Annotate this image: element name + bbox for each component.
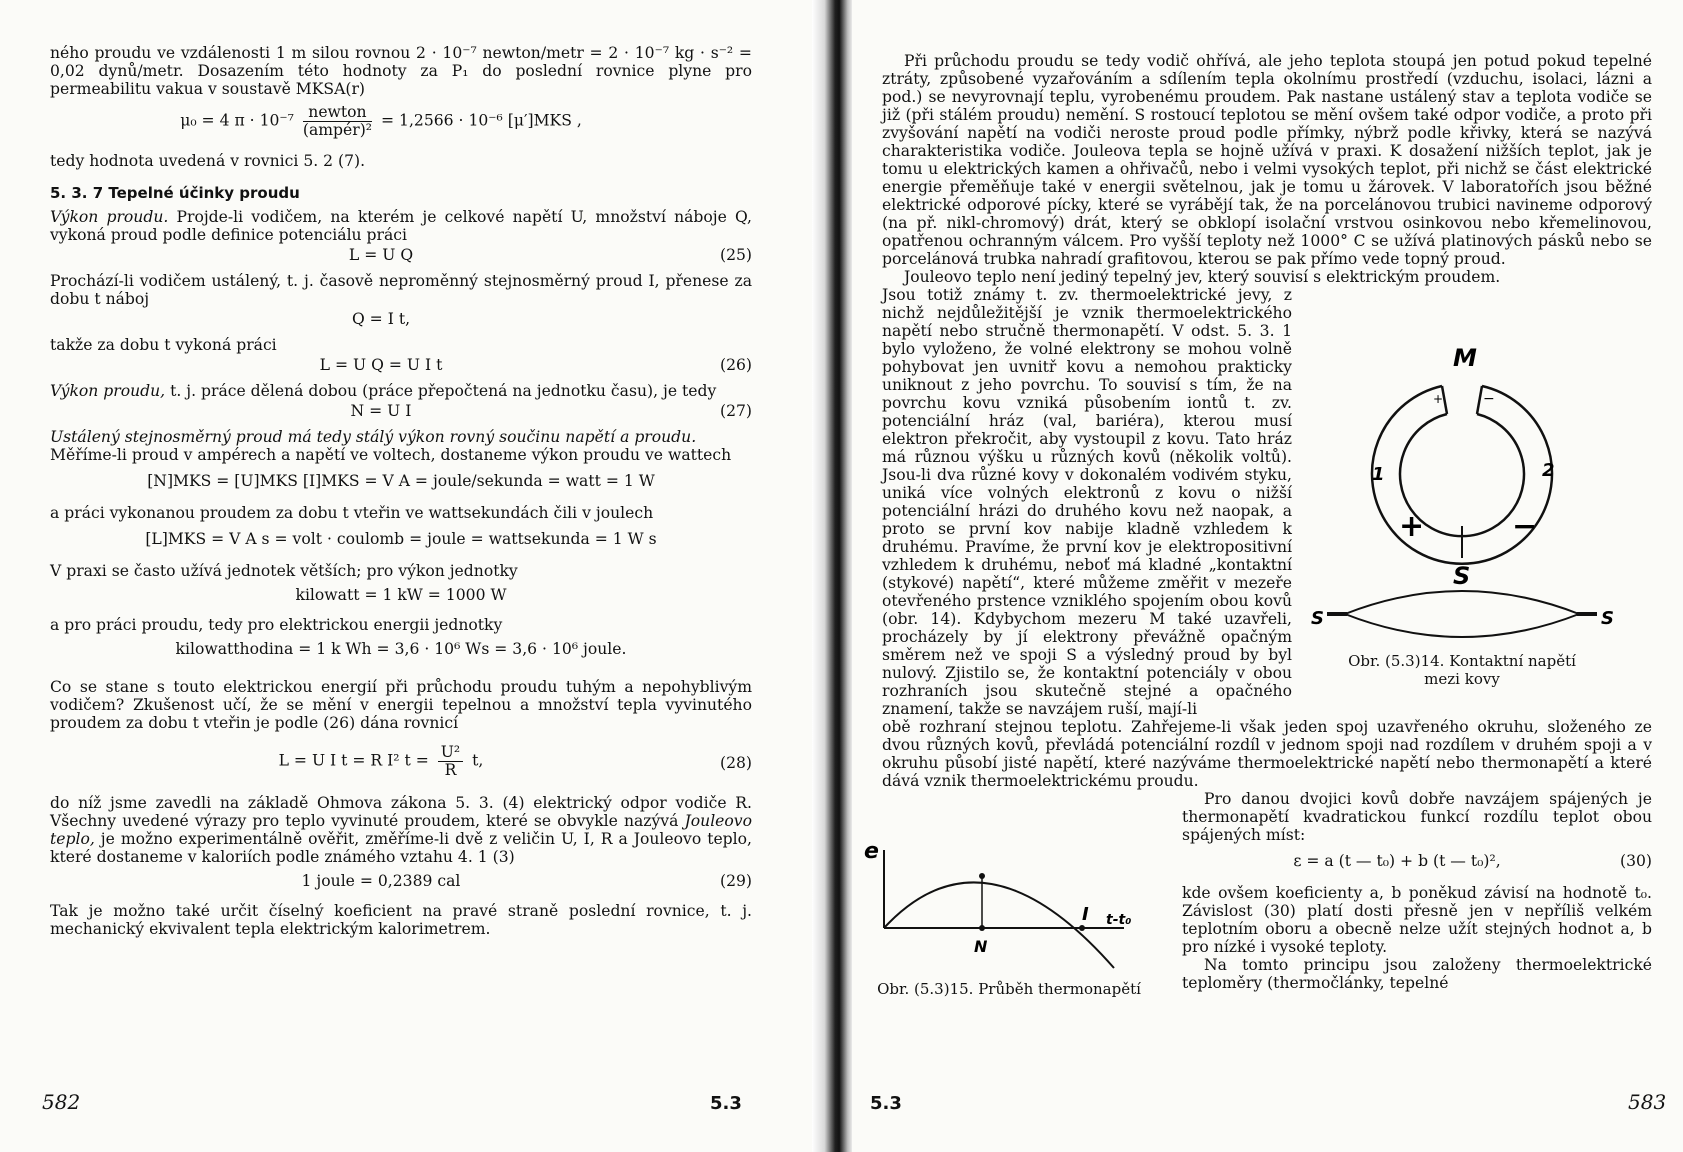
figure-caption bbox=[1307, 652, 1617, 688]
eq-kwh-body: kilowatthodina = 1 k Wh = 3,6 · 10⁶ Ws = 3,6 · 10⁶ joule. bbox=[175, 640, 627, 658]
paragraph: V praxi se často užívá jednotek větších; pro výkon jednotky bbox=[50, 562, 518, 580]
paragraph: a práci vykonanou proudem za dobu t vteřin ve wattsekundách čili v joulech bbox=[50, 504, 654, 522]
paragraph: Tak je možno také určit číselný koeficient na pravé straně poslední rovnice, t. j. mechanický ekvivalent tepla elektrickým kalorimetrem. bbox=[50, 902, 752, 938]
paragraph: takže za dobu t vykoná práci bbox=[50, 336, 277, 354]
eq26-number: (26) bbox=[719, 356, 752, 374]
label-S-left: S bbox=[1311, 608, 1324, 629]
page-number: 583 bbox=[1628, 1090, 1667, 1114]
equation-28 bbox=[50, 740, 752, 786]
wire-upper bbox=[1345, 591, 1579, 614]
eq28-fraction bbox=[438, 744, 463, 779]
eq27-body: N = U I bbox=[350, 402, 412, 420]
paragraph: Měříme-li proud v ampérech a napětí ve voltech, dostaneme výkon proudu ve wattech bbox=[50, 446, 732, 464]
thermovoltage-graph bbox=[864, 840, 1154, 980]
eq-mu-denominator: (ampér)² bbox=[302, 121, 373, 139]
figure-thermovoltage bbox=[864, 840, 1164, 1000]
figure-caption: Obr. (5.3)15. Průběh thermonapětí bbox=[877, 980, 1141, 998]
eq-mu-left: μ₀ = 4 π · 10⁻⁷ bbox=[180, 111, 294, 130]
paragraph: tedy hodnota uvedená v rovnici 5. 2 (7). bbox=[50, 152, 366, 170]
figure-contact-voltage bbox=[1307, 348, 1617, 688]
equation-power-units bbox=[50, 472, 752, 496]
eq28-left: L = U I t = R I² t = bbox=[278, 751, 429, 770]
equation-kwh bbox=[50, 640, 752, 664]
eq28-number: (28) bbox=[719, 754, 752, 772]
eq29-body: 1 joule = 0,2389 cal bbox=[301, 872, 461, 890]
equation-work-units bbox=[50, 530, 752, 554]
ohm-text-post: je možno experimentálně ověřit, změříme-li dvě z veličin U, I, R a Jouleovo teplo, které dostaneme v kaloriích podle známého vztahu 4. 1 (3) bbox=[50, 830, 752, 866]
paragraph bbox=[50, 794, 752, 866]
ohm-text-pre: do níž jsme zavedli na základě Ohmova zákona 5. 3. (4) elektrický odpor vodiče R. Všechny uvedené výrazy pro teplo vyvinuté proudem, které se obvykle nazývá bbox=[50, 794, 752, 830]
paragraph: Na tomto principu jsou založeny thermoelektrické teploměry (thermočlánky, tepelné bbox=[1182, 956, 1652, 992]
book-gutter bbox=[812, 0, 854, 1152]
paragraph: Pro danou dvojici kovů dobře navzájem spájených je thermonapětí kvadratickou funkcí rozdílu teplot obou spájených míst: bbox=[1182, 790, 1652, 844]
paragraph bbox=[50, 208, 752, 244]
italic-statement: Ustálený stejnosměrný proud má tedy stálý výkon rovný součinu napětí a proudu. bbox=[50, 428, 697, 446]
paragraph: obě rozhraní stejnou teplotu. Zahřejeme-li však jeden spoj uzavřeného okruhu, složeného ze dvou různých kovů, převládá potenciální rozdíl v jednom spoji nad rozdílem v druhém spoji a v okruhu působí jisté napětí, které nazýváme thermoelektrické napětí nebo thermonapětí a které dává vznik thermoelektrickému proudu. bbox=[882, 718, 1652, 790]
equation-kw bbox=[50, 586, 752, 610]
label-M: M bbox=[1453, 348, 1477, 372]
eq-mu-right: = 1,2566 · 10⁻⁶ [μ′]MKS , bbox=[381, 111, 582, 130]
label-e: e bbox=[864, 840, 879, 864]
point-max bbox=[979, 873, 985, 879]
paragraph: ného proudu ve vzdálenosti 1 m silou rovnou 2 · 10⁻⁷ newton/metr = 2 · 10⁻⁷ kg · s⁻² = 0,02 dynů/metr. Dosazením této hodnoty za P₁ do poslední rovnice plyne pro permeabilitu vakua v soustavě MKSA(r) bbox=[50, 44, 752, 98]
section-heading: 5. 3. 7 Tepelné účinky proudu bbox=[50, 184, 300, 202]
gap-plus: + bbox=[1433, 392, 1444, 406]
eq25-number: (25) bbox=[719, 246, 752, 264]
vykon-label: Výkon proudu. bbox=[50, 208, 169, 226]
ohm-text-italic: Jouleovo teplo, bbox=[50, 812, 752, 848]
label-t-t0: t-t₀ bbox=[1106, 912, 1132, 928]
point-I bbox=[1079, 925, 1085, 931]
paragraph: kde ovšem koeficienty a, b poněkud závisí na hodnotě t₀. Závislost (30) platí dosti přesně jen v nepříliš velkém teplotním oboru a obecně nelze užít stejných hodnot a, b pro nízké i vysoké teploty. bbox=[1182, 884, 1652, 956]
eq26-body: L = U Q = U I t bbox=[319, 356, 443, 374]
point-N bbox=[979, 925, 985, 931]
label-minus: − bbox=[1512, 509, 1538, 544]
paragraph: Prochází-li vodičem ustálený, t. j. časově neproměnný stejnosměrný proud I, přenese za dobu t náboj bbox=[50, 272, 752, 308]
eq-work-units-body: [L]MKS = V A s = volt · coulomb = joule = wattsekunda = 1 W s bbox=[145, 530, 657, 548]
vykon-text: Projde-li vodičem, na kterém je celkové napětí U, množství náboje Q, vykoná proud podle definice potenciálu práci bbox=[50, 208, 752, 244]
paragraph: Co se stane s touto elektrickou energií při průchodu proudu tuhým a nepohyblivým vodičem? Zkušenost učí, že se mění v energii tepelnou a množství tepla vyvinutého proudem za dobu t vteřin je podle (26) dána rovnicí bbox=[50, 678, 752, 732]
wire-lower bbox=[1345, 614, 1579, 637]
right-page bbox=[852, 0, 1683, 1152]
equation-29 bbox=[50, 872, 752, 896]
equation-26 bbox=[50, 356, 752, 380]
paragraph bbox=[50, 382, 752, 400]
gap-edge-right bbox=[1477, 386, 1482, 414]
eq30-number: (30) bbox=[1619, 852, 1652, 870]
label-N: N bbox=[974, 937, 988, 956]
equation-mu bbox=[50, 100, 752, 144]
eq25-body: L = U Q bbox=[348, 246, 414, 264]
equation-30 bbox=[1182, 852, 1652, 876]
eq28-numerator: U² bbox=[438, 744, 463, 762]
gap-minus: − bbox=[1483, 391, 1495, 407]
label-metal-1: 1 bbox=[1372, 464, 1385, 485]
left-page bbox=[0, 0, 820, 1152]
paragraph-narrow: Jsou totiž známy t. zv. thermoelektrické jevy, z nichž nejdůležitější je vznik thermoelektrického napětí nebo stručně thermonapětí. V odst. 5. 3. 1 bylo vyloženo, že volné elektrony se mohou volně pohybovat jen uvnitř kovu a nemohou prakticky uniknout z jeho povrchu. To souvisí s tím, že na povrchu kovu vzniká působením iontů t. zv. potenciální hráz (val, bariéra), kterou musí elektron překročit, aby vystoupil z kovu. Tato hráz má různou výšku u různých kovů (několik voltů). Jsou-li dva různé kovy v dokonalém vodivém styku, uniká více volných elektronů z kovu o nižší potenciální hrázi do druhého kovu než naopak, a proto se první kov nabije kladně vzhledem k druhému. Pravíme, že první kov je elektropositivní vzhledem k druhému, neboť má kladné „kontaktní (stykové) napětí“, které můžeme změřit v mezeře otevřeného prstence vzniklého spojením obou kovů (obr. 14). Kdybychom mezeru M také uzavřeli, procházely by jí elektrony převážně opačným směrem než ve spoji S a výsledný proud by byl nulový. Zjistilo se, že kontaktní potenciály v obou rozhraních jsou skutečně stejné a opačného znamení, takže se navzájem ruší, mají-li bbox=[882, 286, 1292, 718]
vykon-def-label: Výkon proudu, bbox=[50, 382, 166, 400]
eq-kw-body: kilowatt = 1 kW = 1000 W bbox=[295, 586, 507, 604]
label-plus: + bbox=[1399, 509, 1425, 544]
wire-junction-diagram bbox=[1307, 584, 1617, 640]
page-number: 582 bbox=[42, 1090, 81, 1114]
eq29-number: (29) bbox=[719, 872, 752, 890]
label-S-right: S bbox=[1601, 608, 1614, 629]
eq-mu-fraction bbox=[303, 104, 372, 139]
caption-line-1: Obr. (5.3)14. Kontaktní napětí bbox=[1348, 652, 1576, 670]
section-mark: 5.3 bbox=[710, 1093, 742, 1114]
section-mark: 5.3 bbox=[870, 1093, 902, 1114]
equation-27 bbox=[50, 402, 752, 426]
ring-diagram bbox=[1307, 348, 1617, 588]
label-S: S bbox=[1453, 562, 1471, 588]
label-metal-2: 2 bbox=[1542, 460, 1555, 481]
label-I: I bbox=[1082, 904, 1089, 925]
left-text-column bbox=[50, 44, 752, 938]
eq28-denominator: R bbox=[444, 761, 457, 779]
paragraph: Při průchodu proudu se tedy vodič ohřívá, ale jeho teplota stoupá jen potud pokud tepelné ztráty, způsobené vyzařováním a sdílením tepla okolnímu prostředí (vzduchu, isolaci, lázni a pod.) se nevyrovnají teplu, vyrobenému proudem. Pak nastane ustálený stav a teplota vodiče se již (při stálém proudu) nemění. S rostoucí teplotou se mění ovšem také odpor vodiče, a proto při zvyšování napětí na vodiči neroste proud podle přímky, nýbrž podle křivky, která se nazývá charakteristika vodiče. Jouleova tepla se hojně užívá v praxi. K dosažení nižších teplot, jak je tomu u elektrických kamen a ohřivačů, nebo i velmi vysokých teplot, při nichž se část elektrické energie přeměňuje také v energii světelnou, jak je tomu u žárovek. V laboratořích jsou běžné elektrické odporové pícky, které se vyrábějí tak, že na porcelánovou trubici navineme odporový (na př. nikl-chromový) drát, který se obklopí isolační vrstvou osinkovou nebo křemelinovou, opatřenou ochranným válcem. Pro vyšší teploty než 1000° C se užívá platinových pásků nebo se porcelánová trubka nahradí grafitovou, kterou se pak přímo vede topný proud. bbox=[882, 52, 1652, 268]
paragraph: a pro práci proudu, tedy pro elektrickou energii jednotky bbox=[50, 616, 503, 634]
eq27-number: (27) bbox=[719, 402, 752, 420]
eq-power-units-body: [N]MKS = [U]MKS [I]MKS = V A = joule/sekunda = watt = 1 W bbox=[147, 472, 655, 490]
paragraph: Jouleovo teplo není jediný tepelný jev, který souvisí s elektrickým proudem. bbox=[904, 268, 1501, 286]
curve-thermovoltage bbox=[884, 882, 1114, 968]
eq-q-body: Q = I t, bbox=[351, 310, 411, 328]
eq-mu-numerator: newton bbox=[303, 104, 372, 122]
equation-25 bbox=[50, 246, 752, 270]
eq30-body: ε = a (t — t₀) + b (t — t₀)², bbox=[1293, 852, 1501, 870]
caption-line-2: mezi kovy bbox=[1424, 670, 1500, 688]
vykon-def-text: t. j. práce dělená dobou (práce přepočtená na jednotku času), je tedy bbox=[165, 382, 717, 400]
equation-q bbox=[50, 310, 752, 334]
eq28-right: t, bbox=[472, 751, 484, 770]
